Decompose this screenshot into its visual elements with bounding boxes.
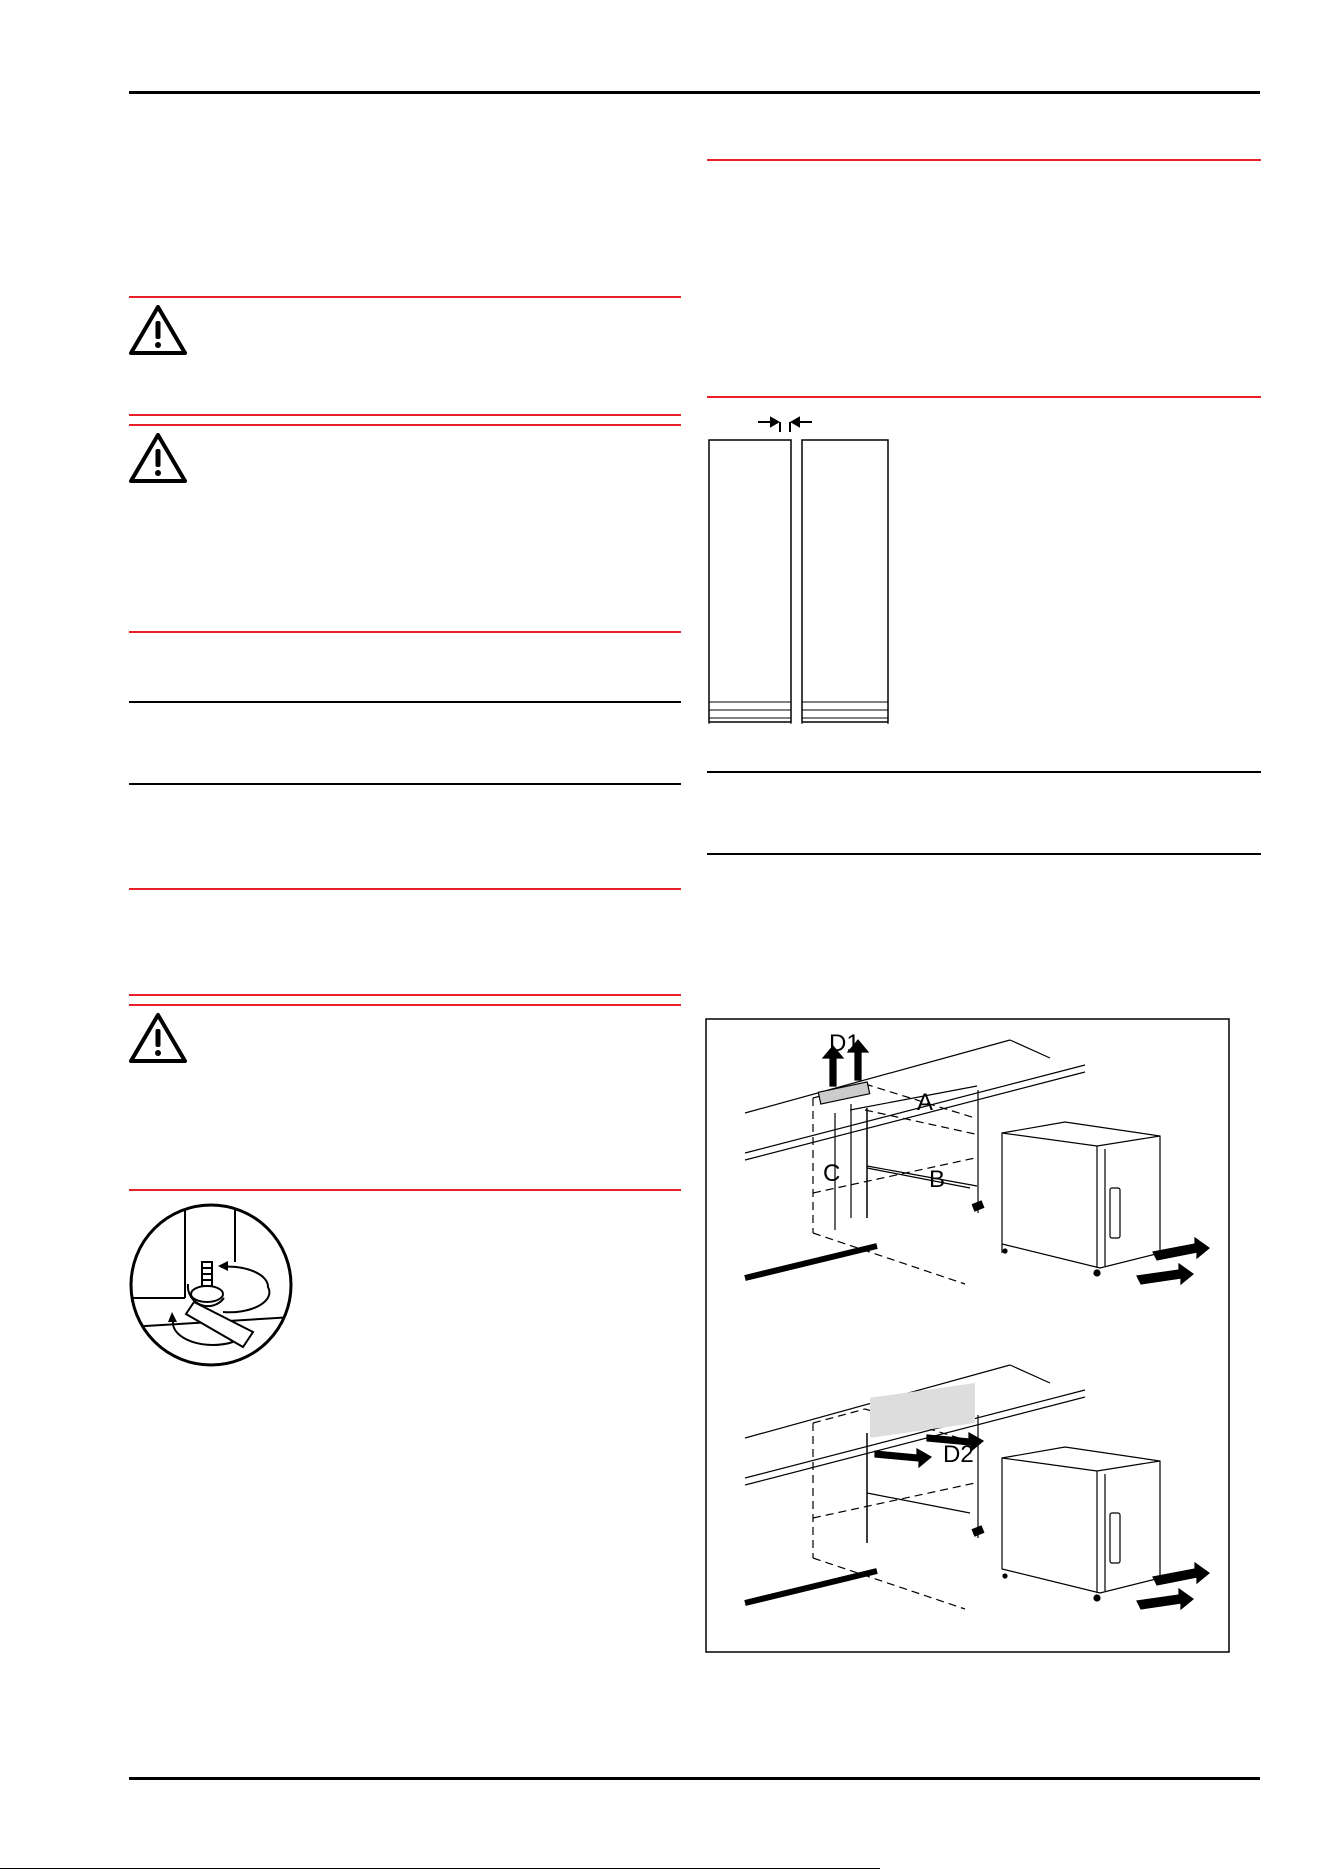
- left-black-rule-2: [129, 783, 681, 785]
- right-black-rule-1: [707, 771, 1261, 773]
- label-c: C: [823, 1160, 841, 1187]
- label-d1: D1: [829, 1030, 860, 1057]
- warning-icon: [128, 304, 188, 356]
- left-red-rule-5: [129, 888, 681, 890]
- label-a: A: [917, 1089, 934, 1116]
- warning-icon: [128, 432, 188, 484]
- left-red-rule-4: [129, 631, 681, 633]
- left-red-rule-7: [129, 1004, 681, 1006]
- installation-figure: [705, 1018, 1230, 1653]
- left-red-rule-3: [129, 424, 681, 426]
- left-red-rule-2: [129, 414, 681, 416]
- right-red-rule-1: [707, 159, 1261, 161]
- header-rule: [129, 91, 1260, 94]
- label-b: B: [929, 1166, 946, 1193]
- warning-icon: [128, 1012, 188, 1064]
- bottom-scroll-line: [0, 1868, 880, 1869]
- gap-arrows-diagram: [700, 412, 920, 732]
- right-red-rule-2: [707, 396, 1261, 398]
- right-black-rule-2: [707, 853, 1261, 855]
- footer-rule: [129, 1777, 1260, 1780]
- wrench-adjust-foot-icon: [128, 1202, 294, 1368]
- left-red-rule-8: [129, 1189, 681, 1191]
- left-black-rule-1: [129, 701, 681, 703]
- left-red-rule-1: [129, 296, 681, 298]
- label-d2: D2: [943, 1441, 974, 1468]
- left-red-rule-6: [129, 994, 681, 996]
